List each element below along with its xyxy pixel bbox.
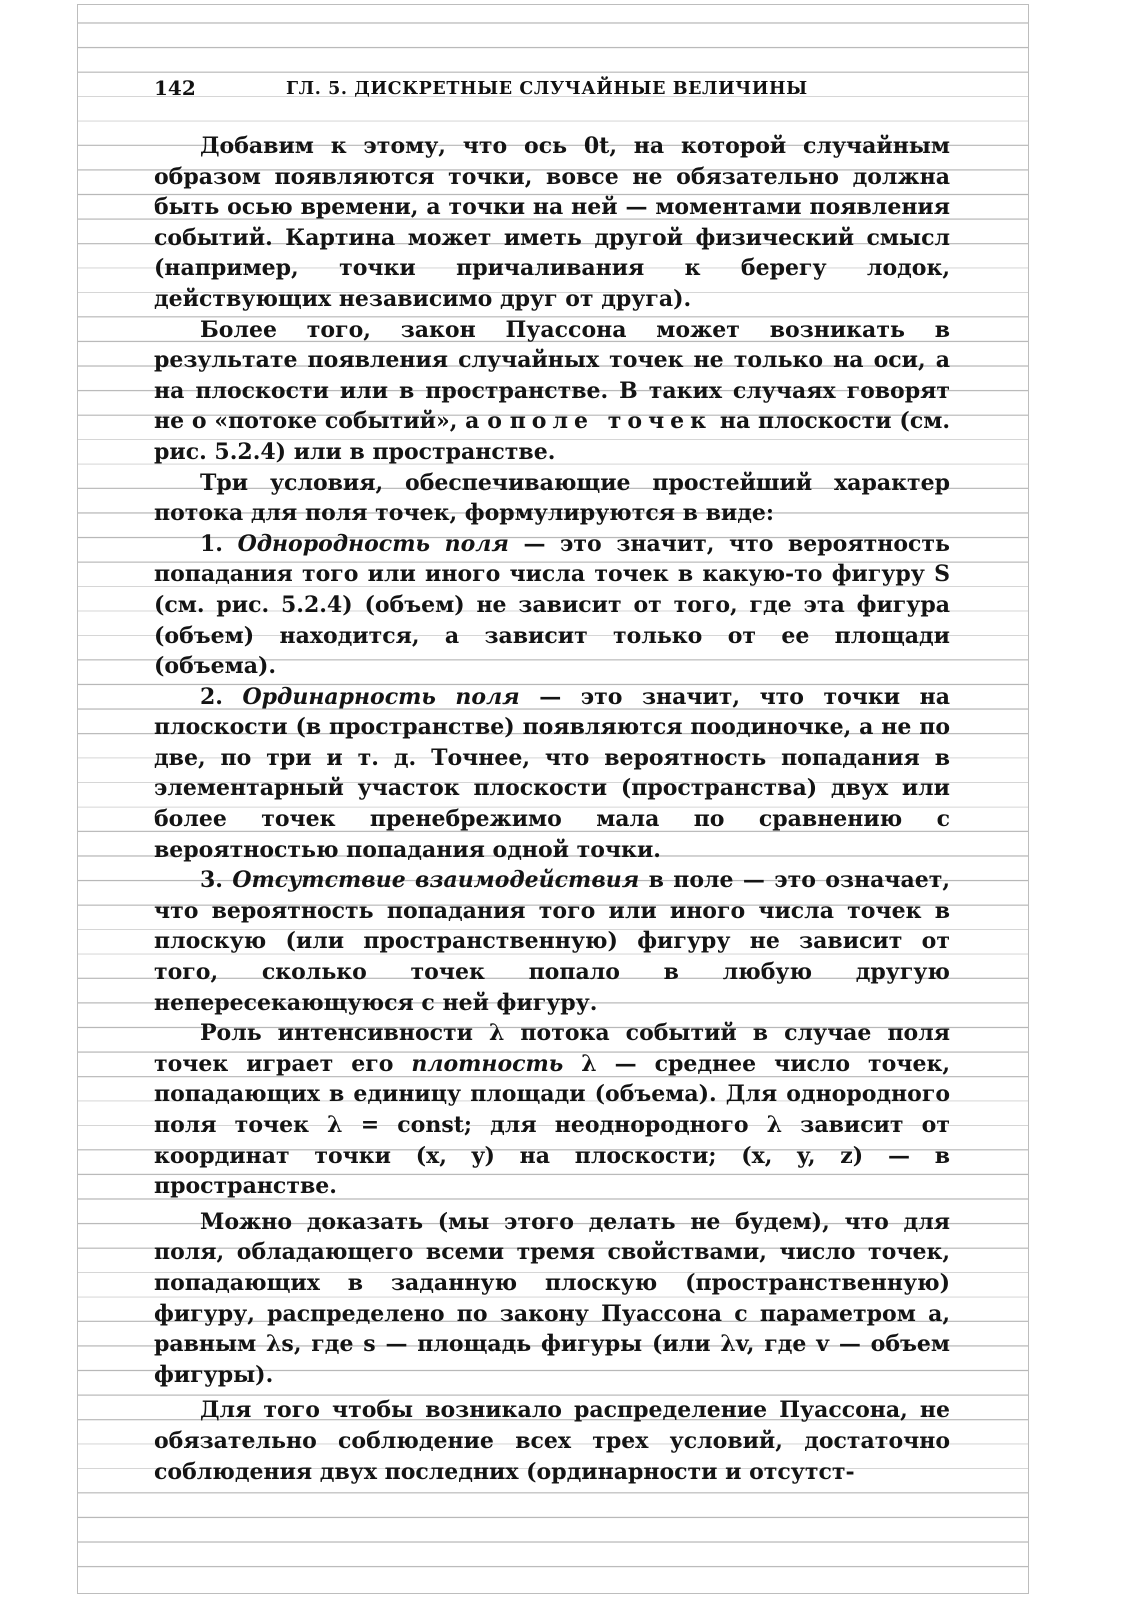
list-number: 3.	[200, 867, 233, 894]
paragraph-text: λ — среднее число точек, попадающих в единицу площади (объема). Для однородного поля точек λ = const; для неоднородного λ зависит от координат точки (x, y) на плоскости; (x, y, z) — в пространстве.	[154, 1050, 950, 1200]
paragraph: Три условия, обеспечивающие простейший характер потока для поля точек, формулируются в виде:	[154, 469, 950, 527]
list-item	[154, 682, 950, 866]
list-number: 1.	[200, 530, 238, 557]
italic-term: Однородность поля	[237, 530, 509, 557]
paragraph-text: — это значит, что вероятность попадания того или иного числа точек в какую-то фигуру S (см. рис. 5.2.4) (объем) не зависит от того, где эта фигура (объем) находится, а зависит только от ее площади (объема).	[154, 530, 950, 680]
paragraph: Можно доказать (мы этого делать не будем), что для поля, обладающего всеми тремя свойствами, число точек, попадающих в заданную плоскую (пространственную) фигуру, распределено по закону Пуассона с параметром a, равным λs, где s — площадь фигуры (или λv, где v — объем фигуры).	[154, 1208, 950, 1388]
paragraph-text: в поле — это означает, что вероятность попадания того или иного числа точек в плоскую (или пространственную) фигуру не зависит от того, сколько точек попало в любую другую непересекающуюся с ней фигуру.	[154, 867, 950, 1016]
paragraph-text: на плоскости (см. рис. 5.2.4) или в пространстве.	[154, 408, 950, 465]
paragraph-text: Роль интенсивности λ потока событий в случае поля точек играет его	[154, 1020, 950, 1077]
paragraph: Для того чтобы возникало распределение Пуассона, не обязательно соблюдение всех трех условий, достаточно соблюдения двух последних (ординарности и отсутст-	[154, 1397, 950, 1485]
spaced-term: поле точек	[509, 408, 713, 435]
page-number: 142	[154, 76, 196, 100]
running-title: ГЛ. 5. ДИСКРЕТНЫЕ СЛУЧАЙНЫЕ ВЕЛИЧИНЫ	[286, 79, 808, 99]
paragraph	[154, 1018, 950, 1202]
body-text	[154, 131, 950, 1487]
paragraph: Добавим к этому, что ось 0t, на которой случайным образом появляются точки, вовсе не обязательно должна быть осью времени, а точки на ней — моментами появления событий. Картина может иметь другой физический смысл (например, точки причаливания к берегу лодок, действующих независимо друг от друга).	[154, 133, 950, 312]
list-item	[154, 865, 950, 1018]
paragraph-text: Более того, закон Пуассона может возникать в результате появления случайных точек не только на оси, а на плоскости или в пространстве. В таких случаях говорят не о «потоке событий», а о	[154, 316, 950, 435]
paragraph-text: — это значит, что точки на плоскости (в пространстве) появляются поодиночке, а не по две, по три и т. д. Точнее, что вероятность попадания в элементарный участок плоскости (пространства) двух или более точек пренебрежимо мала по сравнению с вероятностью попадания одной точки.	[154, 683, 950, 863]
italic-term: Отсутствие взаимодействия	[232, 867, 640, 894]
list-number: 2.	[200, 683, 243, 710]
italic-term: плотность	[411, 1050, 564, 1077]
italic-term: Ординарность поля	[242, 683, 520, 710]
paragraph	[154, 315, 950, 468]
list-item	[154, 529, 950, 682]
